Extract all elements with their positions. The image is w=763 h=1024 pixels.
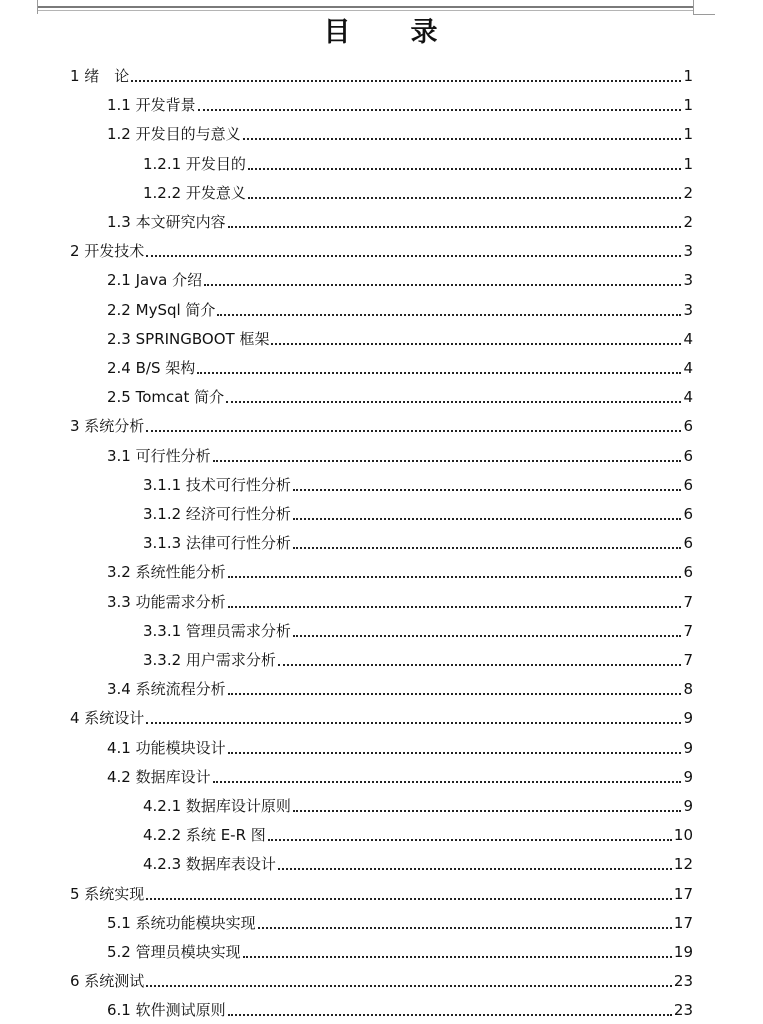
toc-entry-page-number: 9: [683, 797, 693, 815]
toc-entry-page-number: 1: [683, 154, 693, 173]
toc-entry-label: 4.2 数据库设计: [107, 767, 211, 786]
dot-leader: [226, 401, 681, 403]
dot-leader: [268, 839, 672, 841]
toc-entry[interactable]: [107, 262, 693, 290]
toc-entry-label: 3.1.2 经济可行性分析: [143, 505, 291, 523]
toc-entry-label: 4.2.1 数据库设计原则: [143, 797, 291, 815]
dot-leader: [271, 343, 681, 345]
toc-entry-label: 2.2 MySql 简介: [107, 300, 216, 319]
toc-entry[interactable]: [107, 992, 693, 1020]
toc-entry-label: 2.1 Java 介绍: [107, 271, 203, 290]
toc-entry-page-number: 4: [683, 329, 693, 348]
toc-entry[interactable]: [70, 408, 693, 436]
toc-entry[interactable]: [143, 817, 693, 845]
dot-leader: [243, 138, 682, 140]
toc-entry-label: 5 系统实现: [70, 884, 145, 903]
toc-entry-label: 4.2.3 数据库表设计: [143, 855, 276, 874]
dot-leader: [228, 693, 682, 695]
toc-entry-label: 4.2.2 系统 E-R 图: [143, 826, 266, 845]
toc-entry-label: 1.3 本文研究内容: [107, 213, 226, 231]
dot-leader: [198, 109, 682, 111]
dot-leader: [146, 985, 672, 987]
toc-entry-label: 3.4 系统流程分析: [107, 680, 226, 699]
dot-leader: [197, 372, 681, 374]
header-rule-thin: [37, 10, 693, 11]
toc-entry[interactable]: [107, 116, 693, 144]
toc-entry-page-number: 3: [683, 300, 693, 319]
toc-entry-page-number: 10: [673, 826, 693, 845]
toc-entry-label: 5.1 系统功能模块实现: [107, 913, 256, 932]
toc-entry-page-number: 17: [673, 913, 693, 932]
dot-leader: [213, 781, 682, 783]
toc-entry-page-number: 1: [683, 67, 693, 85]
toc-entry-label: 5.2 管理员模块实现: [107, 943, 241, 961]
toc-entry[interactable]: [143, 525, 693, 553]
toc-entry-page-number: 9: [683, 767, 693, 786]
toc-entry[interactable]: [107, 292, 693, 320]
toc-entry-page-number: 6: [683, 534, 693, 553]
toc-title: 目 录: [323, 17, 440, 48]
toc-entry[interactable]: [143, 146, 693, 174]
crop-mark-left: [37, 0, 38, 14]
toc-entry-page-number: 6: [683, 417, 693, 436]
toc-entry[interactable]: [70, 700, 693, 728]
toc-entry-label: 6 系统测试: [70, 972, 145, 991]
toc-entry-page-number: 6: [683, 505, 693, 523]
toc-entry-page-number: 4: [683, 388, 693, 407]
crop-mark-right: [693, 0, 694, 14]
toc-entry-page-number: 19: [673, 943, 693, 961]
toc-entry-page-number: 8: [683, 680, 693, 699]
toc-entry-page-number: 23: [673, 1001, 693, 1020]
toc-entry-page-number: 12: [673, 855, 693, 874]
toc-entry-label: 3 系统分析: [70, 417, 145, 436]
toc-entry-label: 2.5 Tomcat 简介: [107, 388, 225, 407]
toc-entry-label: 1.2.2 开发意义: [143, 183, 246, 202]
toc-entry-label: 3.3 功能需求分析: [107, 592, 226, 611]
toc-entry-label: 1.2.1 开发目的: [143, 154, 246, 173]
toc-entry-page-number: 2: [683, 183, 693, 202]
toc-entry-label: 2.4 B/S 架构: [107, 359, 196, 377]
dot-leader: [293, 810, 682, 812]
dot-leader: [258, 927, 672, 929]
toc-entry-label: 1 绪 论: [70, 67, 130, 85]
dot-leader: [146, 430, 681, 432]
dot-leader: [293, 489, 682, 491]
toc-entry-label: 3.3.2 用户需求分析: [143, 651, 276, 669]
header-rule-thick: [37, 6, 693, 8]
toc-entry[interactable]: [143, 496, 693, 524]
toc-entry[interactable]: [107, 671, 693, 699]
toc-entry-label: 2 开发技术: [70, 242, 145, 261]
toc-entry[interactable]: [143, 642, 693, 670]
dot-leader: [293, 547, 682, 549]
toc-entry-page-number: 3: [683, 242, 693, 261]
dot-leader: [278, 664, 682, 666]
dot-leader: [204, 284, 681, 286]
dot-leader: [228, 226, 682, 228]
toc-entry-page-number: 6: [683, 446, 693, 465]
toc-entry-label: 1.1 开发背景: [107, 96, 196, 115]
toc-entry-page-number: 7: [683, 592, 693, 611]
toc-entry[interactable]: [107, 87, 693, 115]
toc-entry-page-number: 6: [683, 563, 693, 582]
toc-entry[interactable]: [143, 788, 693, 816]
toc-entry-page-number: 1: [683, 125, 693, 144]
toc-entry-label: 3.2 系统性能分析: [107, 563, 226, 582]
toc-entry[interactable]: [143, 846, 693, 874]
toc-entry-page-number: 9: [683, 738, 693, 757]
toc-entry[interactable]: [107, 350, 693, 378]
toc-entry-page-number: 4: [683, 359, 693, 377]
dot-leader: [248, 168, 682, 170]
dot-leader: [293, 635, 682, 637]
toc-entry-page-number: 1: [683, 96, 693, 115]
toc-entry[interactable]: [107, 934, 693, 962]
dot-leader: [146, 898, 672, 900]
dot-leader: [146, 722, 681, 724]
toc-entry-page-number: 9: [683, 709, 693, 728]
toc-entry-label: 1.2 开发目的与意义: [107, 125, 241, 144]
dot-leader: [228, 1014, 672, 1016]
toc-entry-label: 3.3.1 管理员需求分析: [143, 621, 291, 640]
dot-leader: [248, 197, 682, 199]
dot-leader: [131, 80, 681, 82]
toc-entry[interactable]: [70, 876, 693, 904]
toc-entry-page-number: 2: [683, 213, 693, 231]
toc-entry[interactable]: [70, 233, 693, 261]
dot-leader: [146, 255, 681, 257]
toc-entry[interactable]: [107, 438, 693, 466]
toc-entry-page-number: 7: [683, 621, 693, 640]
toc-entry-page-number: 3: [683, 271, 693, 290]
toc-entry[interactable]: [107, 379, 693, 407]
dot-leader: [278, 868, 672, 870]
toc-entry-page-number: 17: [673, 884, 693, 903]
toc-entry[interactable]: [143, 613, 693, 641]
toc-entry[interactable]: [143, 175, 693, 203]
toc-entry[interactable]: [107, 759, 693, 787]
dot-leader: [217, 314, 681, 316]
toc-entry-label: 4 系统设计: [70, 709, 145, 728]
toc-entry[interactable]: [143, 467, 693, 495]
toc-entry-label: 4.1 功能模块设计: [107, 738, 226, 757]
toc-entry-page-number: 7: [683, 651, 693, 669]
dot-leader: [243, 956, 672, 958]
toc-entry[interactable]: [107, 204, 693, 232]
toc-entry-label: 3.1.3 法律可行性分析: [143, 534, 291, 553]
toc-entry-label: 3.1 可行性分析: [107, 446, 211, 465]
toc-entry[interactable]: [70, 963, 693, 991]
dot-leader: [213, 460, 682, 462]
toc-entry[interactable]: [107, 730, 693, 758]
dot-leader: [228, 576, 682, 578]
toc-entry-label: 6.1 软件测试原则: [107, 1001, 226, 1020]
dot-leader: [293, 518, 682, 520]
toc-entry[interactable]: [107, 905, 693, 933]
toc-entry[interactable]: [107, 321, 693, 349]
toc-entry[interactable]: [107, 584, 693, 612]
toc-entry-label: 3.1.1 技术可行性分析: [143, 475, 291, 494]
toc-entry-page-number: 23: [673, 972, 693, 991]
dot-leader: [228, 606, 682, 608]
toc-entry-page-number: 6: [683, 475, 693, 494]
toc-entry[interactable]: [70, 58, 693, 86]
toc-entry[interactable]: [107, 554, 693, 582]
dot-leader: [228, 752, 682, 754]
toc-entry-label: 2.3 SPRINGBOOT 框架: [107, 329, 270, 348]
